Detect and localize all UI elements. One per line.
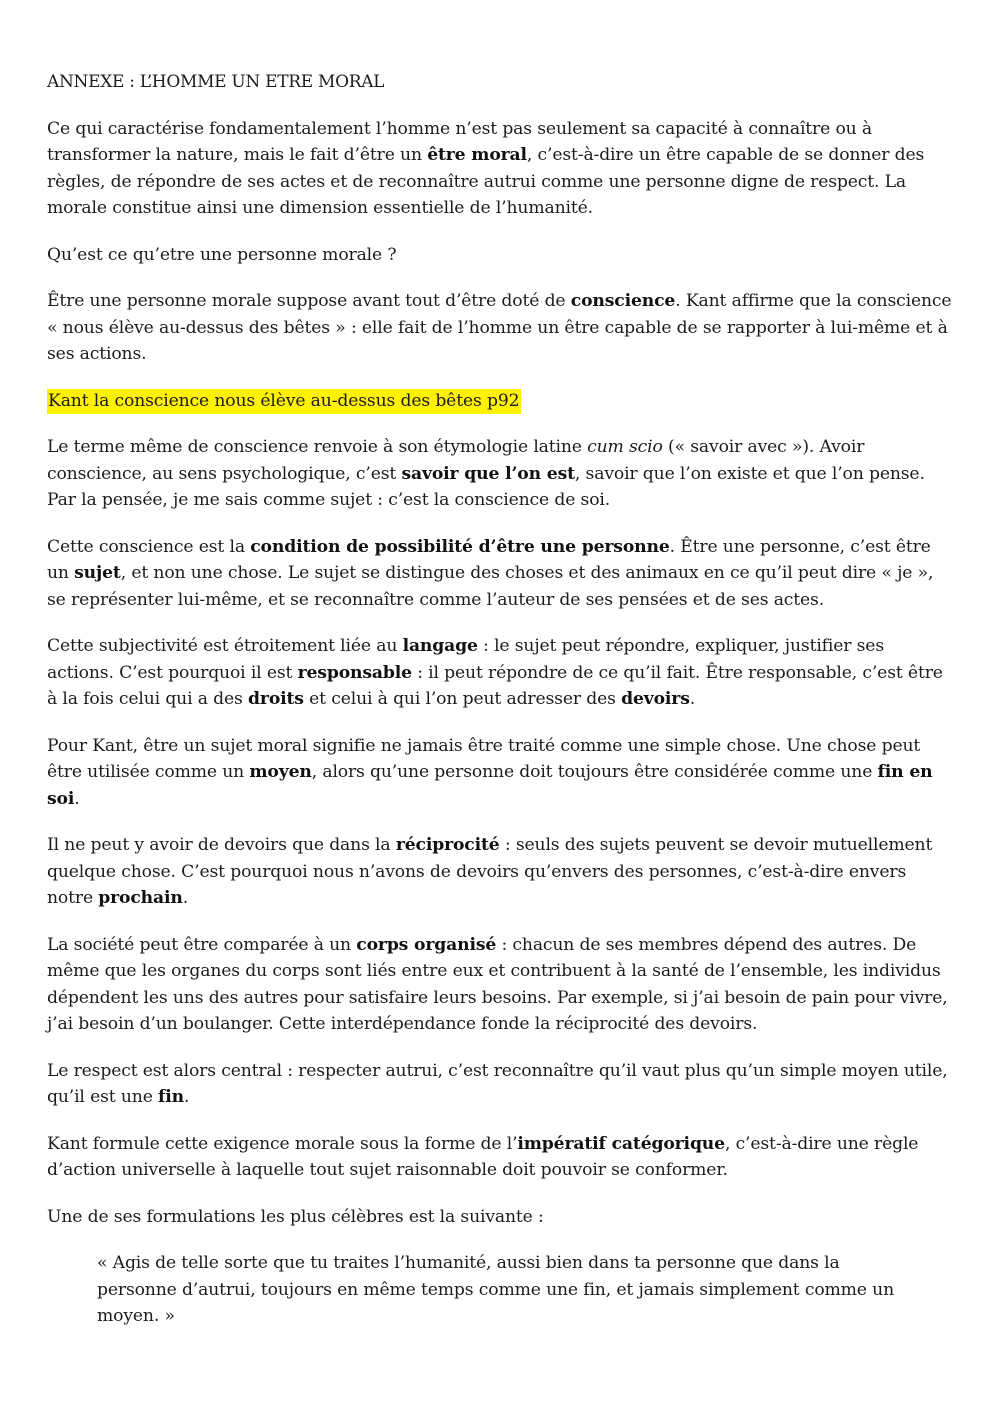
text-run: : le sujet peut répondre, expliquer, justifier ses actions. C’est pourquoi il est bbox=[47, 636, 884, 683]
text-run: (« savoir avec »). Avoir conscience, au sens psychologique, c’est bbox=[47, 437, 865, 484]
bold-term: moyen bbox=[249, 762, 312, 782]
highlighted-text: Kant la conscience nous élève au-dessus des bêtes p92 bbox=[47, 389, 521, 414]
highlighted-reference-line bbox=[47, 388, 952, 415]
text-run: Cette subjectivité est étroitement liée au bbox=[47, 636, 403, 656]
bold-term: corps organisé bbox=[356, 934, 497, 955]
text-run: . bbox=[74, 788, 80, 809]
text-run: Être une personne morale suppose avant tout d’être doté de bbox=[47, 291, 571, 311]
paragraph-corps-organise bbox=[47, 932, 952, 1038]
bold-term: prochain bbox=[98, 888, 183, 908]
document-page bbox=[47, 69, 952, 1350]
paragraph-respect bbox=[47, 1058, 952, 1111]
text-run: Pour Kant, être un sujet moral signifie ne jamais être traité comme une simple chose. Une chose peut être utilisée comme un bbox=[47, 735, 921, 782]
bold-term: responsable bbox=[297, 662, 412, 683]
bold-term: conscience bbox=[570, 291, 676, 311]
paragraph-etymology bbox=[47, 434, 952, 514]
paragraph-formulation-intro: Une de ses formulations les plus célèbres est la suivante : bbox=[47, 1206, 544, 1227]
text-run: , et non une chose. Le sujet se distingue des choses et des animaux en ce qu’il peut dire « je », se représenter lui-même, et se reconnaître comme l’auteur de ses pensées et de ses actes. bbox=[47, 563, 934, 610]
bold-term: sujet bbox=[74, 563, 121, 583]
text-run: , alors qu’une personne doit toujours être considérée comme une bbox=[311, 762, 878, 782]
paragraph-reciprocite bbox=[47, 832, 952, 912]
paragraph-conscience bbox=[47, 288, 952, 368]
text-run: : chacun de ses membres dépend des autres. De même que les organes du corps sont liés entre eux et contribuent à la santé de l’ensemble, les individus dépendent les uns des autres pour satisfaire leurs besoins. Par exemple, si j’ai besoin de pain pour vivre, j’ai besoin d’un boulanger. Cette interdépendance fonde la réciprocité des devoirs. bbox=[47, 934, 948, 1034]
question-heading: Qu’est ce qu’etre une personne morale ? bbox=[47, 244, 397, 265]
bold-term: devoirs bbox=[621, 689, 690, 709]
bold-term: fin en soi bbox=[47, 762, 933, 809]
bold-term: savoir que l’on est bbox=[401, 463, 575, 484]
text-run: . bbox=[689, 689, 696, 709]
text-run: . Être une personne, c’est être un bbox=[47, 536, 931, 583]
text-run: , c’est-à-dire un être capable de se donner des règles, de répondre de ses actes et de reconnaître autrui comme une personne digne de respect. La morale constitue ainsi une dimension essentielle de l’humanité. bbox=[47, 145, 925, 218]
text-run: . Kant affirme que la conscience « nous élève au-dessus des bêtes » : elle fait de l’homme un être capable de se rapporter à lui-même et à ses actions. bbox=[47, 291, 952, 364]
paragraph-fin-en-soi bbox=[47, 733, 952, 813]
text-run: Le terme même de conscience renvoie à son étymologie latine bbox=[47, 437, 588, 457]
text-run: , c’est-à-dire une règle d’action universelle à laquelle tout sujet raisonnable doit pouvoir se conformer. bbox=[47, 1133, 919, 1180]
text-run: , savoir que l’on existe et que l’on pense. Par la pensée, je me sais comme sujet : c’est la conscience de soi. bbox=[47, 463, 925, 510]
bold-term: fin bbox=[158, 1087, 185, 1107]
text-run: : seuls des sujets peuvent se devoir mutuellement quelque chose. C’est pourquoi nous n’avons de devoirs qu’envers des personnes, c’est-à-dire envers notre bbox=[47, 835, 933, 908]
text-run: Cette conscience est la bbox=[47, 536, 251, 557]
text-run: Kant formule cette exigence morale sous la forme de l’ bbox=[47, 1133, 518, 1154]
bold-term: impératif catégorique bbox=[517, 1133, 725, 1154]
kant-quote: « Agis de telle sorte que tu traites l’humanité, aussi bien dans ta personne que dans la personne d’autrui, toujours en même temps comme une fin, et jamais simplement comme un moyen. » bbox=[97, 1253, 894, 1326]
italic-term: cum scio bbox=[587, 437, 663, 457]
text-run: Il ne peut y avoir de devoirs que dans la bbox=[47, 835, 396, 855]
document-title: ANNEXE : L’HOMME UN ETRE MORAL bbox=[47, 72, 385, 92]
text-run: . bbox=[184, 1087, 190, 1107]
bold-term: condition de possibilité d’être une personne bbox=[250, 536, 670, 557]
paragraph-langage bbox=[47, 633, 952, 713]
text-run: Ce qui caractérise fondamentalement l’homme n’est pas seulement sa capacité à connaître ou à transformer la nature, mais le fait d’être un bbox=[47, 118, 872, 165]
paragraph-intro bbox=[47, 116, 952, 222]
bold-term: langage bbox=[402, 636, 478, 656]
bold-term: droits bbox=[248, 689, 304, 709]
bold-term: être moral bbox=[427, 145, 527, 165]
text-run: Le respect est alors central : respecter autrui, c’est reconnaître qu’il vaut plus qu’un simple moyen utile, qu’il est une bbox=[47, 1060, 948, 1107]
text-run: La société peut être comparée à un bbox=[47, 934, 357, 955]
paragraph-personne bbox=[47, 534, 952, 614]
text-run: : il peut répondre de ce qu’il fait. Être responsable, c’est être à la fois celui qui a des bbox=[47, 662, 943, 709]
paragraph-imperatif bbox=[47, 1131, 952, 1184]
text-run: et celui à qui l’on peut adresser des bbox=[303, 689, 622, 709]
bold-term: réciprocité bbox=[395, 835, 500, 855]
text-run: . bbox=[182, 888, 189, 908]
